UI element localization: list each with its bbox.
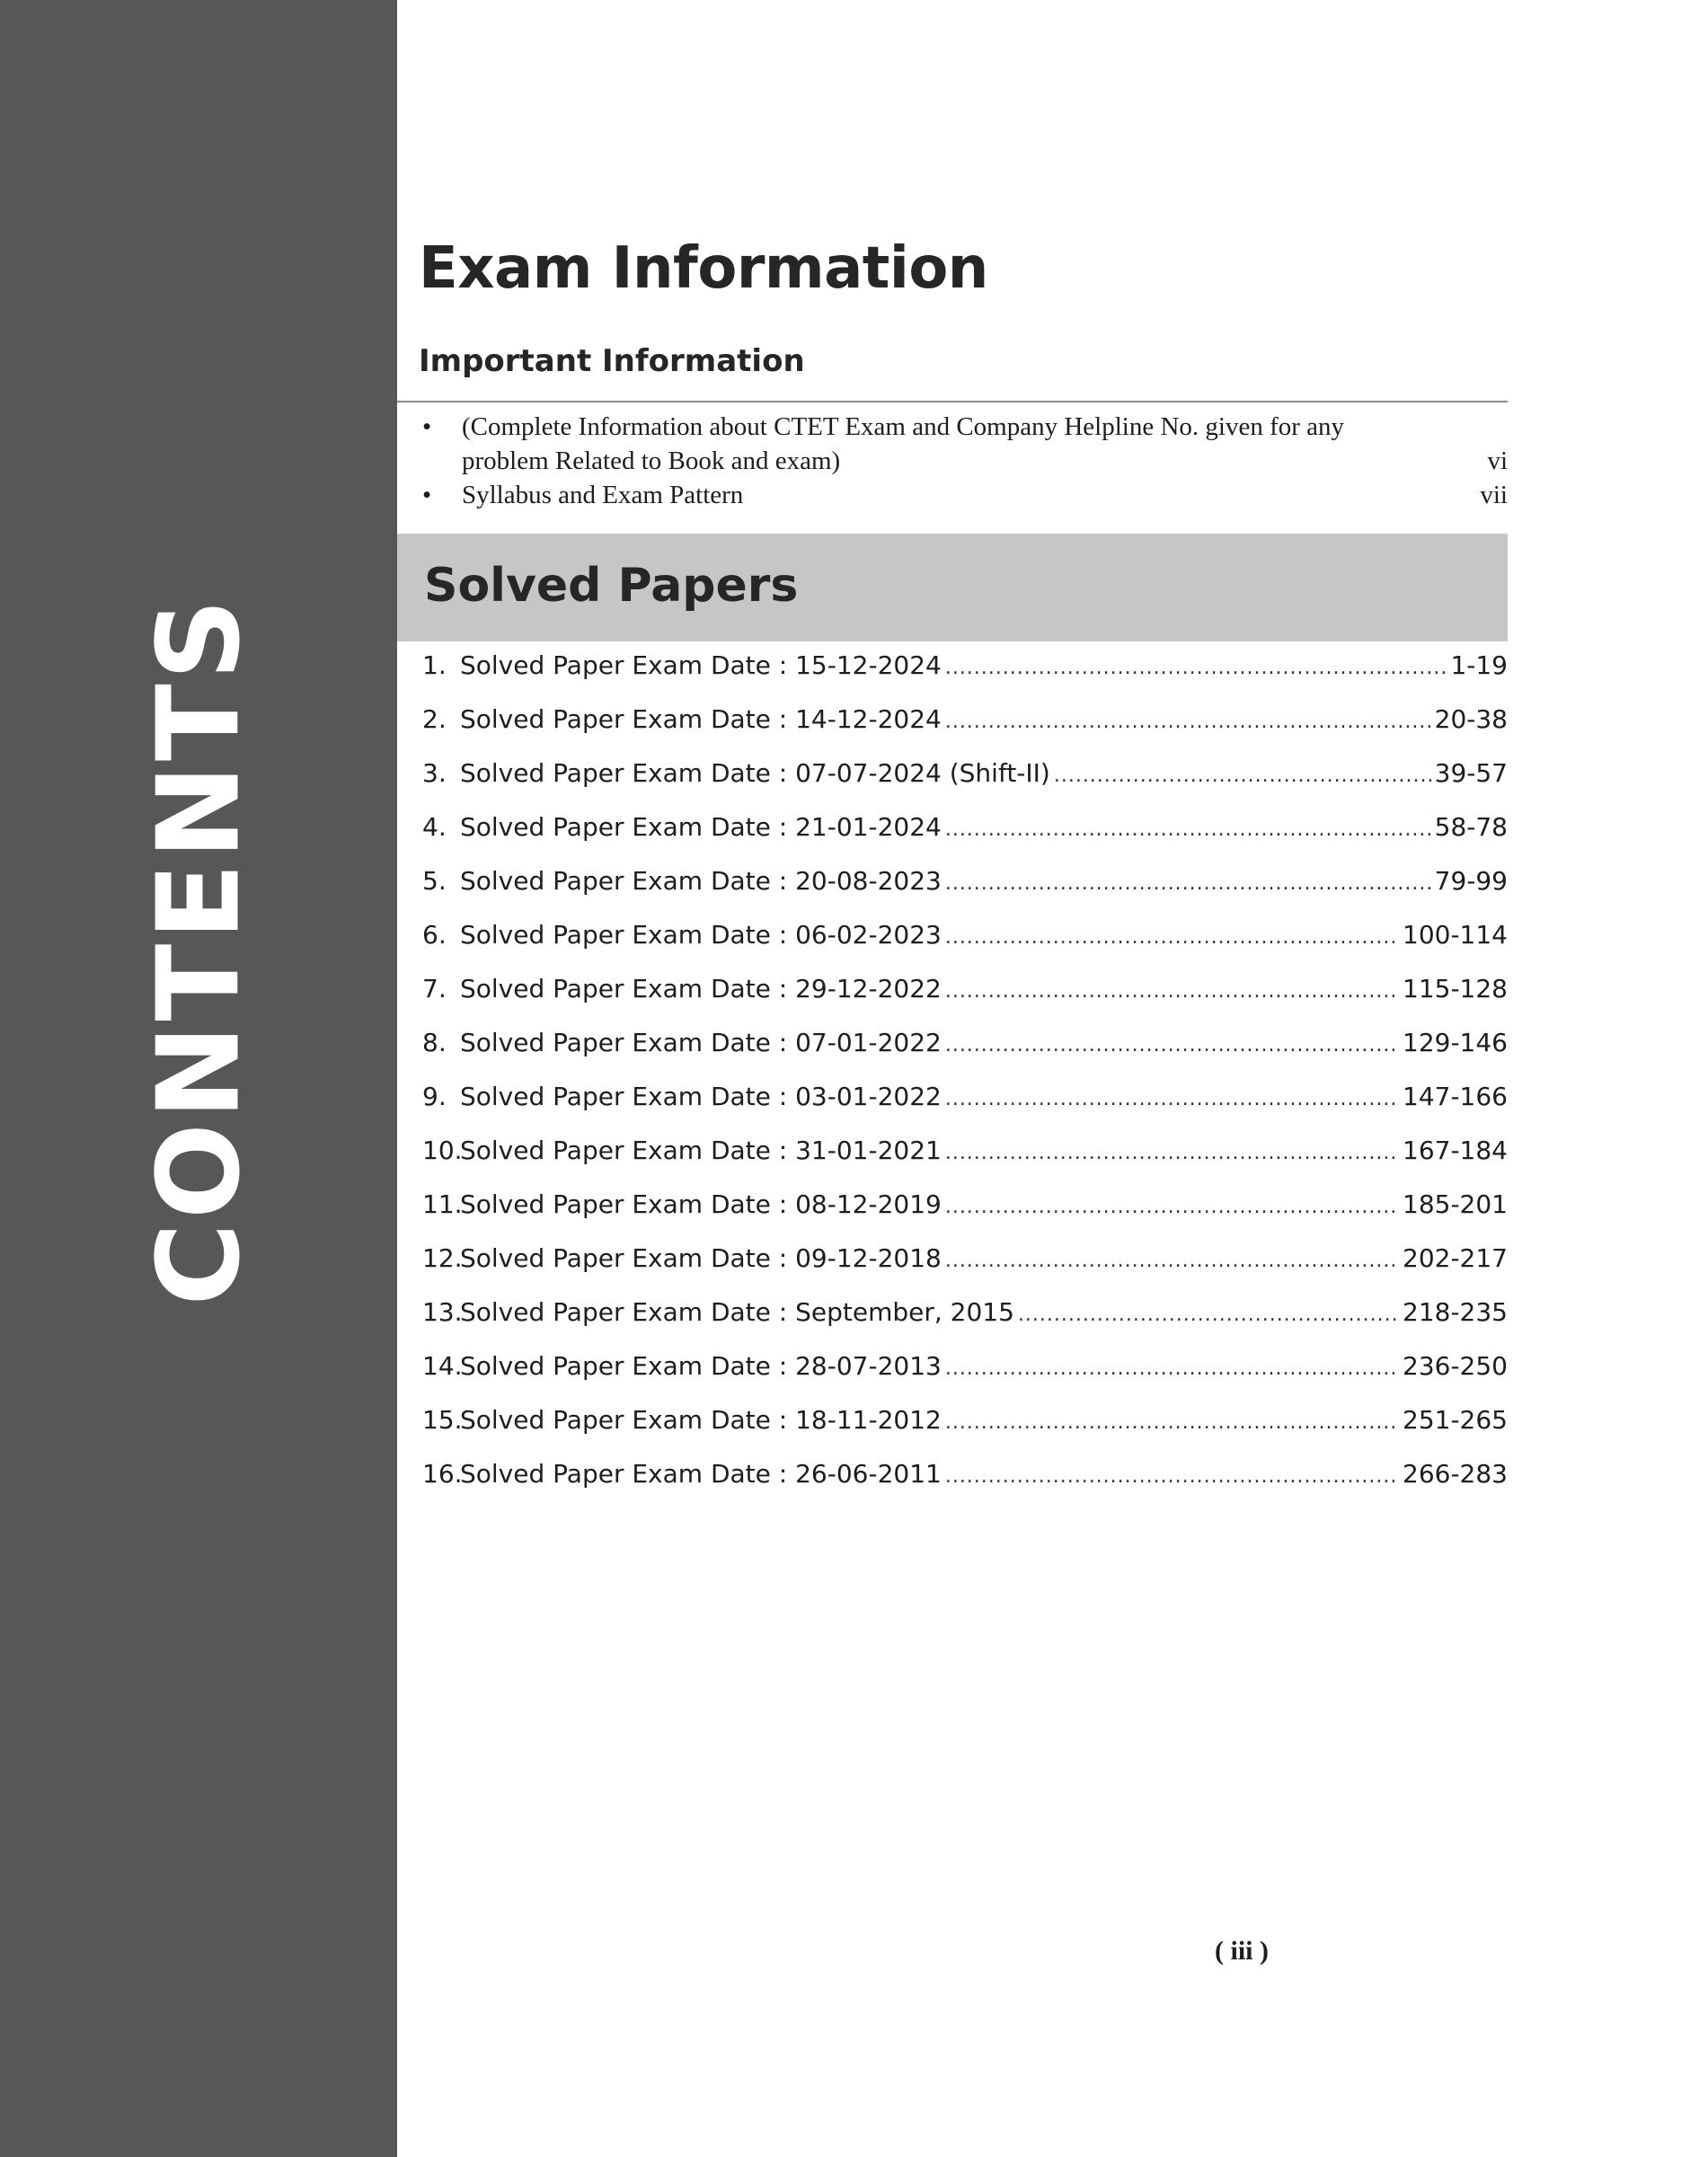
- toc-entry[interactable]: [422, 1243, 1508, 1297]
- toc-entry-label: Solved Paper Exam Date : 08-12-2019: [460, 1189, 942, 1219]
- toc-entry-pages: 1-19: [1450, 650, 1508, 680]
- dot-leader: [945, 818, 1431, 841]
- dot-leader: [945, 1411, 1399, 1434]
- toc-entry-number: 1.: [422, 650, 447, 680]
- toc-entry-number: 11.: [422, 1189, 463, 1219]
- toc-entry[interactable]: [422, 1136, 1508, 1189]
- solved-papers-title: Solved Papers: [424, 559, 799, 613]
- toc-entry[interactable]: [422, 758, 1508, 812]
- toc-entry-label: Solved Paper Exam Date : 07-07-2024 (Shift-II): [460, 758, 1050, 788]
- toc-entry[interactable]: [422, 1351, 1508, 1405]
- toc-entry-pages: 100-114: [1403, 920, 1508, 950]
- toc-entry-number: 9.: [422, 1082, 447, 1111]
- toc-entry-label: Solved Paper Exam Date : September, 2015: [460, 1297, 1014, 1327]
- dot-leader: [1018, 1304, 1399, 1326]
- toc-entry-number: 6.: [422, 920, 447, 950]
- dot-leader: [945, 1142, 1399, 1164]
- contents-vertical-title: CONTENTS: [132, 595, 265, 1306]
- toc-entry-label: Solved Paper Exam Date : 07-01-2022: [460, 1028, 942, 1057]
- toc-entry[interactable]: [422, 650, 1508, 704]
- toc-entry-number: 14.: [422, 1351, 463, 1381]
- toc-entry-pages: 147-166: [1403, 1082, 1508, 1111]
- dot-leader: [1054, 765, 1431, 787]
- toc-entry-label: Solved Paper Exam Date : 18-11-2012: [460, 1405, 942, 1435]
- toc-entry[interactable]: [422, 920, 1508, 974]
- toc-entry-pages: 185-201: [1403, 1189, 1508, 1219]
- toc-entry[interactable]: [422, 974, 1508, 1028]
- toc-entry[interactable]: [422, 1459, 1508, 1513]
- toc-entry-pages: 115-128: [1403, 974, 1508, 1003]
- toc-entry-pages: 251-265: [1403, 1405, 1508, 1435]
- toc-entry-number: 10.: [422, 1136, 463, 1165]
- toc-entry-label: Solved Paper Exam Date : 14-12-2024: [460, 704, 942, 734]
- solved-papers-list: [422, 650, 1508, 1513]
- toc-entry-number: 12.: [422, 1243, 463, 1273]
- toc-entry[interactable]: [422, 1189, 1508, 1243]
- dot-leader: [945, 1465, 1399, 1488]
- toc-entry[interactable]: [422, 1082, 1508, 1136]
- important-information-list: [419, 410, 1508, 512]
- toc-entry[interactable]: [422, 866, 1508, 920]
- dot-leader: [945, 657, 1447, 679]
- toc-entry-label: Solved Paper Exam Date : 03-01-2022: [460, 1082, 942, 1111]
- toc-entry-pages: 58-78: [1434, 812, 1508, 842]
- dot-leader: [945, 711, 1431, 733]
- solved-papers-banner: [397, 534, 1508, 641]
- toc-entry[interactable]: [422, 812, 1508, 866]
- toc-entry-pages: 129-146: [1403, 1028, 1508, 1057]
- toc-entry-label: Solved Paper Exam Date : 28-07-2013: [460, 1351, 942, 1381]
- toc-entry-pages: 236-250: [1403, 1351, 1508, 1381]
- info-item-page: vi: [1487, 446, 1508, 475]
- toc-entry[interactable]: [422, 1028, 1508, 1082]
- toc-entry-number: 5.: [422, 866, 447, 896]
- info-item-text: (Complete Information about CTET Exam and Company Helpline No. given for any problem Related to Book and exam): [462, 412, 1345, 475]
- contents-sidebar: [0, 0, 397, 2157]
- toc-entry-number: 3.: [422, 758, 447, 788]
- toc-entry[interactable]: [422, 1405, 1508, 1459]
- dot-leader: [945, 1034, 1399, 1056]
- important-information-heading: Important Information: [419, 343, 805, 379]
- dot-leader: [945, 872, 1431, 895]
- toc-entry-label: Solved Paper Exam Date : 09-12-2018: [460, 1243, 942, 1273]
- toc-entry-number: 15.: [422, 1405, 463, 1435]
- toc-entry-label: Solved Paper Exam Date : 26-06-2011: [460, 1459, 942, 1489]
- dot-leader: [945, 1250, 1399, 1272]
- toc-entry-number: 8.: [422, 1028, 447, 1057]
- dot-leader: [945, 1196, 1399, 1218]
- list-item[interactable]: [419, 478, 1508, 512]
- page-number: ( iii ): [1215, 1936, 1269, 1966]
- toc-entry-pages: 79-99: [1434, 866, 1508, 896]
- dot-leader: [945, 926, 1399, 949]
- info-item-text: Syllabus and Exam Pattern: [462, 481, 744, 509]
- toc-entry-label: Solved Paper Exam Date : 20-08-2023: [460, 866, 942, 896]
- toc-entry-number: 2.: [422, 704, 447, 734]
- toc-entry-number: 13.: [422, 1297, 463, 1327]
- toc-entry-number: 7.: [422, 974, 447, 1003]
- toc-entry-label: Solved Paper Exam Date : 15-12-2024: [460, 650, 942, 680]
- toc-entry-label: Solved Paper Exam Date : 06-02-2023: [460, 920, 942, 950]
- toc-entry-label: Solved Paper Exam Date : 31-01-2021: [460, 1136, 942, 1165]
- toc-entry[interactable]: [422, 1297, 1508, 1351]
- toc-entry-pages: 218-235: [1403, 1297, 1508, 1327]
- bullet-icon: •: [422, 481, 432, 509]
- toc-entry-number: 16.: [422, 1459, 463, 1489]
- toc-entry-label: Solved Paper Exam Date : 21-01-2024: [460, 812, 942, 842]
- toc-entry-number: 4.: [422, 812, 447, 842]
- toc-entry-pages: 202-217: [1403, 1243, 1508, 1273]
- dot-leader: [945, 1357, 1399, 1380]
- info-item-page: vii: [1480, 481, 1508, 509]
- list-item[interactable]: [419, 410, 1508, 478]
- bullet-icon: •: [422, 412, 432, 441]
- toc-entry-pages: 20-38: [1434, 704, 1508, 734]
- dot-leader: [945, 980, 1399, 1003]
- dot-leader: [945, 1088, 1399, 1110]
- toc-entry-pages: 266-283: [1403, 1459, 1508, 1489]
- toc-entry-pages: 167-184: [1403, 1136, 1508, 1165]
- exam-information-title: Exam Information: [419, 235, 988, 302]
- toc-entry[interactable]: [422, 704, 1508, 758]
- toc-entry-pages: 39-57: [1434, 758, 1508, 788]
- section-divider: [397, 401, 1508, 402]
- toc-entry-label: Solved Paper Exam Date : 29-12-2022: [460, 974, 942, 1003]
